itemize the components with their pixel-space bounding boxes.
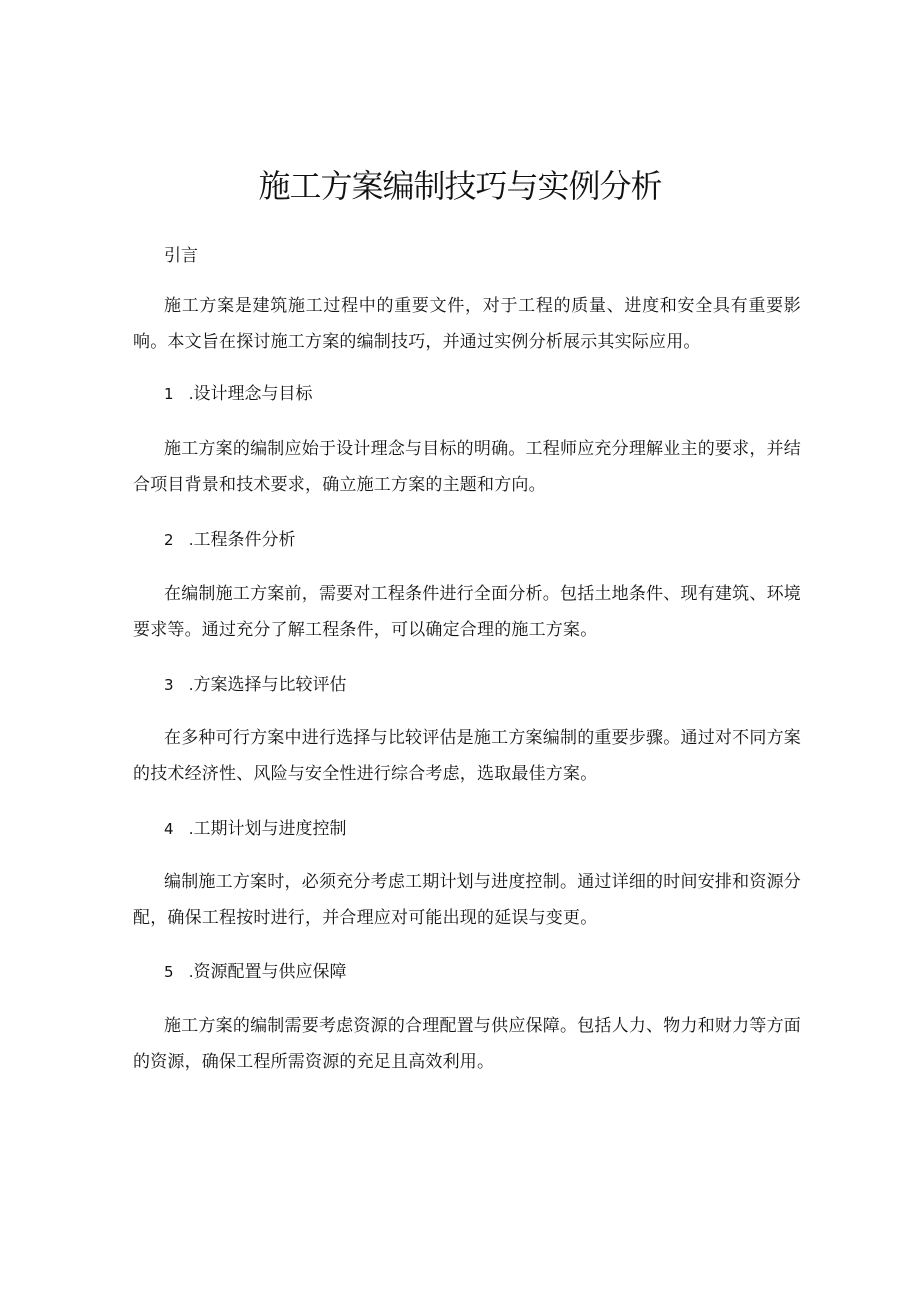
intro-label: 引言 [164, 246, 198, 266]
section-paragraph-4: 编制施工方案时，必须充分考虑工期计划与进度控制。通过详细的时间安排和资源分配，确保工程按时进行，并合理应对可能出现的延误与变更。 [133, 872, 801, 928]
section-number: 5 [164, 963, 174, 981]
section-heading-4 [164, 817, 347, 841]
section-heading-5 [164, 960, 347, 984]
section-separator: . [184, 385, 194, 403]
section-number: 1 [164, 385, 174, 403]
section-heading-2 [164, 528, 296, 552]
section-paragraph-1: 施工方案的编制应始于设计理念与目标的明确。工程师应充分理解业主的要求，并结合项目背景和技术要求，确立施工方案的主题和方向。 [133, 439, 801, 495]
section-heading-text: 工程条件分析 [193, 530, 296, 550]
section-separator: . [184, 963, 194, 981]
section-separator: . [184, 531, 194, 549]
section-paragraph-3: 在多种可行方案中进行选择与比较评估是施工方案编制的重要步骤。通过对不同方案的技术经济性、风险与安全性进行综合考虑，选取最佳方案。 [133, 728, 801, 784]
document-title: 施工方案编制技巧与实例分析 [258, 167, 662, 205]
section-heading-text: 工期计划与进度控制 [193, 819, 347, 839]
section-paragraph-2: 在编制施工方案前，需要对工程条件进行全面分析。包括土地条件、现有建筑、环境要求等。通过充分了解工程条件，可以确定合理的施工方案。 [133, 584, 801, 640]
section-number: 2 [164, 531, 174, 549]
section-number: 4 [164, 820, 174, 838]
section-heading-text: 资源配置与供应保障 [193, 962, 347, 982]
section-heading-1 [164, 382, 313, 406]
intro-paragraph: 施工方案是建筑施工过程中的重要文件，对于工程的质量、进度和安全具有重要影响。本文旨在探讨施工方案的编制技巧，并通过实例分析展示其实际应用。 [133, 296, 801, 352]
section-heading-text: 设计理念与目标 [193, 384, 313, 404]
section-heading-3 [164, 673, 347, 697]
section-separator: . [184, 676, 194, 694]
section-separator: . [184, 820, 194, 838]
section-number: 3 [164, 676, 174, 694]
section-paragraph-5: 施工方案的编制需要考虑资源的合理配置与供应保障。包括人力、物力和财力等方面的资源，确保工程所需资源的充足且高效利用。 [133, 1016, 801, 1072]
section-heading-text: 方案选择与比较评估 [193, 675, 347, 695]
